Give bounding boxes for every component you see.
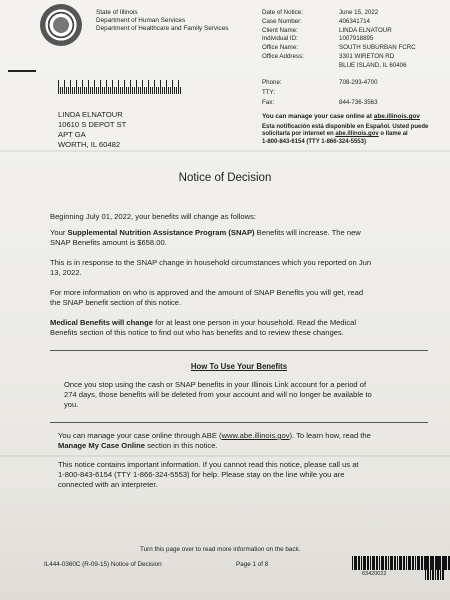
barcode-bar xyxy=(144,87,145,94)
barcode-bar xyxy=(132,87,133,94)
barcode-bar xyxy=(174,87,175,94)
barcode-bar xyxy=(90,87,91,94)
contact-labels xyxy=(262,78,282,108)
text-line: This notice contains important information. If you cannot read this notice, please call us at xyxy=(58,460,359,469)
recipient-street: 10610 S DEPOT ST xyxy=(58,120,127,129)
recipient-address xyxy=(58,110,126,150)
barcode-bar xyxy=(352,556,353,570)
barcode-bar xyxy=(114,87,115,94)
individual-id: 1007918895 xyxy=(339,35,374,43)
barcode-bar xyxy=(417,556,420,570)
barcode-bar xyxy=(92,87,93,94)
text-line: This is in response to the SNAP change in household circumstances which you reported on Jun xyxy=(50,258,372,267)
barcode-bar xyxy=(421,556,423,570)
barcode-bar xyxy=(78,87,79,94)
barcode-bar xyxy=(120,87,121,94)
abe-link[interactable]: www.abe.illinois.gov xyxy=(221,431,290,440)
barcode-bar xyxy=(94,80,95,94)
barcode-bar xyxy=(379,556,380,570)
barcode-bar xyxy=(60,87,61,94)
paragraph-snap-change xyxy=(50,228,428,248)
barcode-bar xyxy=(70,80,71,94)
barcode-bar xyxy=(100,80,101,94)
barcode-bar xyxy=(108,87,109,94)
recipient-city: WORTH, IL 60482 xyxy=(58,140,121,149)
fax-label: Fax: xyxy=(262,99,275,106)
barcode-bar xyxy=(118,80,119,94)
text-line: you. xyxy=(64,400,79,409)
barcode-bar xyxy=(178,80,179,94)
text: You can manage your case online through ABE ( xyxy=(58,431,222,440)
tty-label: TTY: xyxy=(262,89,276,96)
state-seal-logo xyxy=(40,4,82,46)
case-info-values xyxy=(339,9,416,71)
barcode-bar xyxy=(96,87,97,94)
barcode-bar xyxy=(156,87,157,94)
barcode-bar xyxy=(354,556,357,570)
phone: 708-293-4700 xyxy=(339,79,378,86)
text-line: 274 days, those benefits will be deleted from your account and will no longer be available to xyxy=(64,390,372,399)
barcode-bar xyxy=(390,556,393,570)
barcode-bar xyxy=(170,87,171,94)
barcode-bar xyxy=(62,87,63,94)
barcode-number: 63420022 xyxy=(362,571,387,577)
online-es-link[interactable]: abe.illinois.gov xyxy=(335,131,379,138)
online-es-line-2 xyxy=(262,131,442,139)
barcode-bar xyxy=(385,556,387,570)
barcode-bar xyxy=(168,87,169,94)
barcode-bar xyxy=(136,80,137,94)
barcode-bar xyxy=(112,80,113,94)
online-es-line-3: 1-800-843-6154 (TTY 1-866-324-5553) xyxy=(262,138,366,145)
barcode-bar xyxy=(110,87,111,94)
barcode-bar xyxy=(122,87,123,94)
barcode-bar xyxy=(142,80,143,94)
barcode-bar xyxy=(146,87,147,94)
phone-label: Phone: xyxy=(262,79,282,86)
barcode-bar xyxy=(158,87,159,94)
snap-amount-text: SNAP Benefits amount is $658.00. xyxy=(50,238,167,247)
office-address-label: Office Address: xyxy=(262,52,304,60)
box-bottom-rule xyxy=(50,422,428,423)
barcode-bar xyxy=(98,87,99,94)
manage-case-online-heading: Manage My Case Online xyxy=(58,441,145,450)
barcode-bar xyxy=(80,87,81,94)
text-line: 13, 2022. xyxy=(50,268,82,277)
barcode-bar xyxy=(372,556,375,570)
barcode-bar xyxy=(72,87,73,94)
case-number-label: Case Number: xyxy=(262,17,302,25)
barcode-bar xyxy=(76,80,77,94)
text: for at least one person in your household. Read the Medical xyxy=(155,318,357,327)
barcode-bar xyxy=(126,87,127,94)
barcode-bar xyxy=(64,80,65,94)
tty xyxy=(339,88,378,98)
date-of-notice: June 15, 2022 xyxy=(339,9,379,16)
barcode-bar xyxy=(412,556,414,570)
text: ). To learn how, read the xyxy=(289,431,371,440)
barcode-bar xyxy=(361,556,362,570)
medical-change-heading: Medical Benefits will change xyxy=(50,318,153,327)
text: Your xyxy=(50,228,66,237)
barcode-bar xyxy=(166,80,167,94)
paper-fold-line xyxy=(0,150,450,152)
barcode-bar xyxy=(358,556,360,570)
barcode-bar xyxy=(432,556,434,580)
online-es-line-1: Esta notificación está disponible en Español. Usted puede xyxy=(262,123,429,130)
agency-line: Department of Human Services xyxy=(96,17,186,24)
barcode-bar xyxy=(406,556,407,570)
barcode-bar xyxy=(444,556,447,570)
barcode-bar xyxy=(134,87,135,94)
text-line: 1-800-843-6154 (TTY 1-866-324-5553) for help. Please stay on the line while you are xyxy=(58,470,345,479)
case-number: 406341714 xyxy=(339,17,370,25)
barcode-bar xyxy=(162,87,163,94)
barcode-bar xyxy=(440,556,441,580)
barcode-bar xyxy=(140,87,141,94)
box-title-text: How To Use Your Benefits xyxy=(190,362,288,371)
barcode-bar xyxy=(58,80,59,94)
case-info-labels xyxy=(262,9,304,62)
barcode-bar xyxy=(130,80,131,94)
online-notice xyxy=(262,113,442,146)
office-address-line: 3301 WIRETON RD xyxy=(339,52,395,60)
barcode-bar xyxy=(150,87,151,94)
barcode-bar xyxy=(388,556,389,570)
online-en-text: You can manage your case online at xyxy=(262,113,372,120)
barcode-bar xyxy=(397,556,398,570)
side-barcode xyxy=(425,556,444,580)
office-name: SOUTH SUBURBAN FCRC xyxy=(339,44,416,52)
barcode-bar xyxy=(363,556,366,570)
barcode-bar xyxy=(415,556,416,570)
barcode-bar xyxy=(408,556,411,570)
barcode-bar xyxy=(370,556,371,570)
agency-block xyxy=(96,9,228,33)
barcode-bar xyxy=(106,80,107,94)
barcode-bar xyxy=(160,80,161,94)
barcode-bar xyxy=(66,87,67,94)
text: section in this notice. xyxy=(147,441,218,450)
barcode-bar xyxy=(180,87,181,94)
paragraph-medical xyxy=(50,318,428,338)
office-address-line: BLUE ISLAND, IL 60406 xyxy=(339,61,407,69)
barcode-bar xyxy=(430,556,431,580)
barcode-bar xyxy=(68,87,69,94)
form-id: IL444-0360C (R-09-15) Notice of Decision xyxy=(44,561,162,568)
contact-values xyxy=(339,78,378,108)
paragraph-effective-date: Beginning July 01, 2022, your benefits will change as follows: xyxy=(50,212,256,221)
barcode-bar xyxy=(128,87,129,94)
text: Benefits will increase. The new xyxy=(256,228,361,237)
recipient-apt: APT GA xyxy=(58,130,86,139)
text: Benefits section of this notice to find out who has benefits and to review these changes. xyxy=(50,328,344,337)
box-body xyxy=(64,380,424,410)
agency-line: Department of Healthcare and Family Services xyxy=(96,25,229,32)
barcode-bar xyxy=(148,80,149,94)
barcode-bar xyxy=(176,87,177,94)
barcode-bar xyxy=(152,87,153,94)
paper-fold-line xyxy=(0,455,450,457)
barcode-bar xyxy=(124,80,125,94)
box-title xyxy=(50,362,428,371)
barcode-bar xyxy=(102,87,103,94)
online-es-text: solicitarla por internet en xyxy=(262,131,334,138)
barcode-bar xyxy=(394,556,396,570)
barcode-bar xyxy=(381,556,384,570)
barcode-bar xyxy=(442,556,444,580)
recipient-name: LINDA ELNATOUR xyxy=(58,110,123,119)
barcode-bar xyxy=(376,556,378,570)
client-name: LINDA ELNATOUR xyxy=(339,26,392,34)
barcode-bar xyxy=(367,556,369,570)
individual-id-label: Individual ID: xyxy=(262,35,298,43)
barcode-bar xyxy=(172,80,173,94)
barcode-bar xyxy=(435,556,436,580)
paragraph-important xyxy=(58,460,436,490)
barcode-bar xyxy=(74,87,75,94)
barcode-bar xyxy=(104,87,105,94)
text-line: For more information on who is approved and the amount of SNAP Benefits you will get, read xyxy=(50,288,364,297)
office-name-label: Office Name: xyxy=(262,44,298,52)
barcode-bar xyxy=(88,80,89,94)
page-title: Notice of Decision xyxy=(178,172,272,184)
page-number: Page 1 of 8 xyxy=(236,561,269,568)
text-line: connected with an interpreter. xyxy=(58,480,158,489)
client-name-label: Client Name: xyxy=(262,26,298,34)
barcode-bar xyxy=(86,87,87,94)
barcode-bar xyxy=(403,556,405,570)
snap-program-name: Supplemental Nutrition Assistance Program (SNAP) xyxy=(67,228,255,237)
barcode-bar xyxy=(84,87,85,94)
agency-line: State of Illinois xyxy=(96,9,138,16)
barcode-bar xyxy=(82,80,83,94)
barcode-bar xyxy=(399,556,402,570)
barcode-bar xyxy=(154,80,155,94)
text-line: the SNAP benefit section of this notice. xyxy=(50,298,182,307)
barcode-bar xyxy=(138,87,139,94)
barcode-bar xyxy=(116,87,117,94)
box-top-rule xyxy=(50,350,428,351)
paragraph-reason xyxy=(50,258,428,278)
paragraph-abe xyxy=(58,431,436,451)
fax: 844-736-3563 xyxy=(339,99,378,106)
barcode-bar xyxy=(437,556,439,580)
online-es-text: o llame al xyxy=(380,131,408,138)
fold-mark xyxy=(8,70,36,72)
date-of-notice-label: Date of Notice: xyxy=(262,9,303,16)
text-line: Once you stop using the cash or SNAP benefits in your Illinois Link account for a period of xyxy=(64,380,367,389)
turn-over-note: Turn this page over to read more information on the back. xyxy=(140,546,301,553)
barcode-bar xyxy=(425,556,426,580)
barcode-bar xyxy=(164,87,165,94)
paragraph-more-info xyxy=(50,288,428,308)
online-link[interactable]: abe.illinois.gov xyxy=(373,113,420,120)
online-en-line xyxy=(262,113,442,121)
barcode-bar xyxy=(427,556,429,580)
mail-barcode xyxy=(58,80,181,94)
